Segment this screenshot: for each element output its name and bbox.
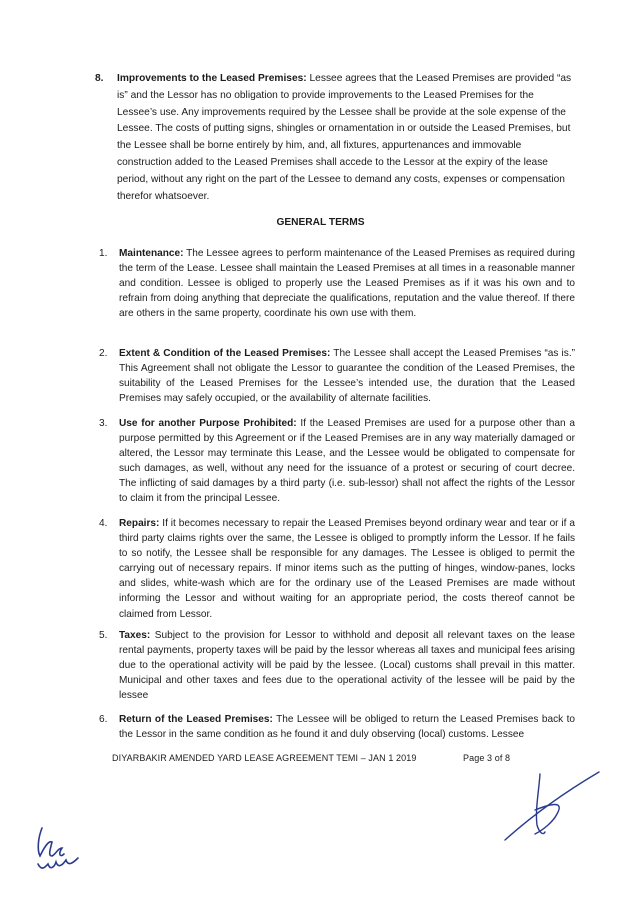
general-terms-heading: GENERAL TERMS	[276, 217, 365, 228]
left-initials-signature	[28, 820, 98, 880]
term-text: Subject to the provision for Lessor to withhold and deposit all relevant taxes on the lease rental payments, property taxes will be paid by the lessor whereas all taxes and municipal fees arising due to the operational activity will be paid by the lessee. (Local) customs shall prevail in this matter. Municipal and other taxes and fees due to the operational activity of the lessee will be paid by the lessee	[119, 630, 575, 702]
page-number: Page 3 of 8	[463, 753, 511, 763]
term-title: Taxes:	[119, 630, 151, 641]
term-text: The Lessee agrees to perform maintenance of the Leased Premises as required during the term of the Lease. Lessee shall maintain the Leased Premises at all times in a reasonable manner and condition. Lessee is obliged to properly use the Leased Premises as if it was his own and to refrain from doing anything that depreciate the qualifications, reputation and the value thereof. If there are others in the same property, coordinate his own use with them.	[119, 248, 575, 320]
term-repairs	[99, 516, 575, 622]
term-title: Maintenance:	[119, 248, 184, 259]
term-use-prohibited	[99, 416, 575, 507]
term-taxes	[99, 628, 575, 703]
term-title: Return of the Leased Premises:	[119, 714, 273, 725]
term-number: 2.	[99, 348, 108, 359]
section-8-title: Improvements to the Leased Premises:	[117, 73, 307, 84]
term-text: If it becomes necessary to repair the Leased Premises beyond ordinary wear and tear or if a third party claims rights over the same, the Lessee is obliged to promptly inform the Lessor. If he fails to so notify, the Lessee shall be responsible for any damages. The Lessee is obliged to permit the carrying out of necessary repairs. If minor items such as the putting of hinges, window-panes, locks and slides, white-wash which are for the ordinary use of the Leased Premises are made without informing the Lessor and without waiting for an appropriate period, the costs thereof cannot be claimed from Lessor.	[119, 518, 575, 620]
footer-title: DIYARBAKIR AMENDED YARD LEASE AGREEMENT TEMI – JAN 1 2019	[112, 753, 417, 763]
term-title: Use for another Purpose Prohibited:	[119, 418, 297, 429]
term-title: Extent & Condition of the Leased Premises:	[119, 348, 331, 359]
term-number: 1.	[99, 248, 108, 259]
term-text: The Lessee will be obliged to return the Leased Premises back to the Lessor in the same condition as he found it and duly observing (local) customs. Lessee	[119, 714, 576, 741]
section-8-number: 8.	[95, 73, 104, 84]
term-number: 3.	[99, 418, 108, 429]
term-number: 4.	[99, 518, 108, 529]
term-return-premises	[99, 712, 575, 742]
section-8-text: Lessee agrees that the Leased Premises are provided “as is” and the Lessor has no obligation to provide improvements to the Leased Premises for the Lessee’s use. Any improvements required by the Lessee shall be provide at the sole expense of the Lessee. The costs of putting signs, shingles or ornamentation in or outside the Leased Premises, but the Lessee shall be borne entirely by him, and, all fixtures, appurtenances and immovable construction added to the Leased Premises shall accede to the Lessor at the expiry of the lease period, without any right on the part of the Lessee to demand any costs, expenses or compensation therefor whatsoever.	[117, 73, 572, 202]
section-8	[97, 71, 575, 205]
term-text: If the Leased Premises are used for a purpose other than a purpose permitted by this Agreement or if the Leased Premises are in any way materially damaged or altered, the Lessor may terminate this Lease, and the Lessee would be obligated to compensate for such damages, as well, without any need for the issuance of a protest or securing of court decree. The inflicting of said damages by a third party (i.e. sub-lessor) shall not affect the rights of the Lessor to claim it from the principal Lessee.	[119, 418, 576, 505]
page-footer	[112, 753, 532, 763]
term-number: 6.	[99, 714, 108, 725]
term-maintenance	[99, 246, 575, 321]
term-number: 5.	[99, 630, 108, 641]
right-initials-signature	[495, 770, 605, 850]
term-title: Repairs:	[119, 518, 160, 529]
term-text: The Lessee shall accept the Leased Premises “as is.” This Agreement shall not obligate the Lessor to guarantee the condition of the Leased Premises, the suitability of the Leased Premises for the Lessee’s intended use, the duration that the Leased Premises may safely occupied, or the availability of alternate facilities.	[119, 348, 575, 405]
term-extent-condition	[99, 346, 575, 406]
